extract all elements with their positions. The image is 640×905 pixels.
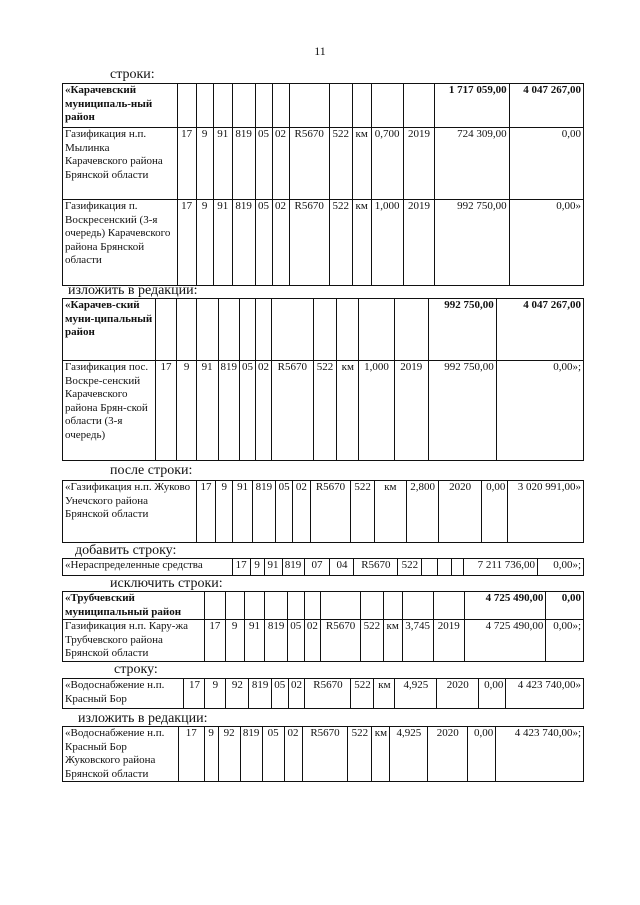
value-cell: 0,00 bbox=[482, 481, 508, 543]
cell: 07 bbox=[304, 559, 330, 576]
cell: 2019 bbox=[403, 200, 435, 286]
cell: 9 bbox=[177, 361, 197, 461]
cell bbox=[321, 592, 361, 620]
amendment-table bbox=[62, 480, 584, 543]
section-label: исключить строки: bbox=[110, 576, 223, 591]
cell bbox=[402, 592, 433, 620]
amendment-table bbox=[62, 83, 584, 286]
cell: 9 bbox=[196, 128, 213, 200]
table-row bbox=[63, 592, 584, 620]
cell: 9 bbox=[205, 679, 226, 709]
section-label: изложить в редакции: bbox=[78, 711, 208, 726]
row-name: «Карачев-ский муни-ципальный район bbox=[63, 299, 156, 361]
cell bbox=[225, 592, 244, 620]
cell bbox=[204, 592, 225, 620]
section-label: строки: bbox=[110, 67, 155, 82]
value-cell: 992 750,00 bbox=[435, 200, 509, 286]
cell bbox=[196, 84, 213, 128]
cell bbox=[218, 299, 240, 361]
cell bbox=[383, 592, 402, 620]
table-row bbox=[63, 299, 584, 361]
amendment-table bbox=[62, 558, 584, 576]
cell: км bbox=[374, 481, 406, 543]
row-name: Газификация н.п. Кару-жа Трубчевского района Брянской области bbox=[63, 620, 205, 662]
value-cell: 4 423 740,00»; bbox=[496, 727, 584, 782]
cell: 17 bbox=[155, 361, 177, 461]
cell bbox=[360, 592, 383, 620]
cell bbox=[337, 299, 359, 361]
cell: R5670 bbox=[272, 361, 314, 461]
cell bbox=[289, 84, 329, 128]
cell: 02 bbox=[256, 361, 272, 461]
cell: 9 bbox=[216, 481, 233, 543]
row-name: Газификация н.п. Мылинка Карачевского района Брянской области bbox=[63, 128, 178, 200]
cell: км bbox=[352, 200, 371, 286]
cell bbox=[403, 84, 435, 128]
cell: R5670 bbox=[302, 727, 348, 782]
value-cell: 4 725 490,00 bbox=[464, 592, 545, 620]
row-name: «Водоснабжение н.п. Красный Бор bbox=[63, 679, 184, 709]
cell: 522 bbox=[348, 727, 372, 782]
cell bbox=[240, 299, 256, 361]
section-label: изложить в редакции: bbox=[68, 283, 198, 298]
cell: 17 bbox=[177, 128, 196, 200]
cell: 17 bbox=[204, 620, 225, 662]
table-row bbox=[63, 679, 584, 709]
cell: 92 bbox=[226, 679, 249, 709]
cell: 2019 bbox=[403, 128, 435, 200]
table-row bbox=[63, 361, 584, 461]
amendment-table bbox=[62, 678, 584, 709]
cell: 91 bbox=[196, 361, 218, 461]
cell: 92 bbox=[218, 727, 240, 782]
cell bbox=[177, 299, 197, 361]
value-cell: 3 020 991,00» bbox=[508, 481, 584, 543]
cell: 819 bbox=[265, 620, 287, 662]
cell: 02 bbox=[288, 679, 305, 709]
cell: 9 bbox=[250, 559, 264, 576]
cell: 819 bbox=[218, 361, 240, 461]
cell bbox=[452, 559, 464, 576]
cell: 02 bbox=[304, 620, 321, 662]
cell: 819 bbox=[240, 727, 262, 782]
cell bbox=[352, 84, 371, 128]
value-cell: 0,00 bbox=[546, 592, 584, 620]
cell bbox=[272, 84, 289, 128]
table-row bbox=[63, 200, 584, 286]
cell: 05 bbox=[276, 481, 293, 543]
cell bbox=[371, 84, 403, 128]
value-cell: 7 211 736,00 bbox=[464, 559, 538, 576]
section-label: после строки: bbox=[110, 463, 193, 478]
amendment-table bbox=[62, 726, 584, 782]
cell: 02 bbox=[272, 200, 289, 286]
cell: 05 bbox=[271, 679, 288, 709]
value-cell: 0,00 bbox=[479, 679, 506, 709]
cell bbox=[244, 592, 265, 620]
value-cell: 0,00 bbox=[468, 727, 496, 782]
cell: 17 bbox=[196, 481, 215, 543]
row-name: «Трубчевский муниципальный район bbox=[63, 592, 205, 620]
cell: км bbox=[374, 679, 395, 709]
cell: 17 bbox=[178, 727, 204, 782]
cell: 819 bbox=[232, 200, 255, 286]
cell: 522 bbox=[351, 481, 374, 543]
cell: R5670 bbox=[289, 200, 329, 286]
cell: R5670 bbox=[305, 679, 351, 709]
cell: 17 bbox=[184, 679, 205, 709]
cell: км bbox=[352, 128, 371, 200]
value-cell: 4 047 267,00 bbox=[496, 299, 583, 361]
cell: 4,925 bbox=[395, 679, 437, 709]
cell: R5670 bbox=[321, 620, 361, 662]
cell: 522 bbox=[398, 559, 422, 576]
value-cell: 0,00» bbox=[509, 200, 583, 286]
cell bbox=[313, 299, 337, 361]
value-cell: 0,00 bbox=[509, 128, 583, 200]
amendment-table bbox=[62, 591, 584, 662]
cell: 4,925 bbox=[390, 727, 428, 782]
cell bbox=[433, 592, 464, 620]
cell: R5670 bbox=[310, 481, 351, 543]
table-row bbox=[63, 84, 584, 128]
cell: R5670 bbox=[289, 128, 329, 200]
value-cell: 0,00»; bbox=[546, 620, 584, 662]
table-row bbox=[63, 128, 584, 200]
cell: 02 bbox=[284, 727, 302, 782]
value-cell: 0,00»; bbox=[496, 361, 583, 461]
row-name: «Нераспределенные средства bbox=[63, 559, 233, 576]
cell: 91 bbox=[244, 620, 265, 662]
cell bbox=[422, 559, 438, 576]
row-name: Газификация п. Воскресенский (3-я очередь) Карачевского района Брянской области bbox=[63, 200, 178, 286]
cell: 1,000 bbox=[371, 200, 403, 286]
cell: 91 bbox=[213, 200, 232, 286]
table-row bbox=[63, 559, 584, 576]
cell: 05 bbox=[255, 200, 272, 286]
cell bbox=[256, 299, 272, 361]
cell: 819 bbox=[252, 481, 275, 543]
cell: 17 bbox=[232, 559, 250, 576]
cell bbox=[232, 84, 255, 128]
cell: 91 bbox=[264, 559, 282, 576]
cell: 2019 bbox=[433, 620, 464, 662]
cell: 05 bbox=[255, 128, 272, 200]
cell: 1,000 bbox=[359, 361, 395, 461]
section-label: строку: bbox=[114, 662, 158, 677]
cell bbox=[213, 84, 232, 128]
cell: км bbox=[383, 620, 402, 662]
cell: 819 bbox=[249, 679, 272, 709]
amendment-table bbox=[62, 298, 584, 461]
cell bbox=[304, 592, 321, 620]
value-cell: 1 717 059,00 bbox=[435, 84, 509, 128]
cell: 522 bbox=[329, 128, 352, 200]
cell: 2019 bbox=[394, 361, 428, 461]
cell: 522 bbox=[360, 620, 383, 662]
cell: 2020 bbox=[428, 727, 468, 782]
cell bbox=[265, 592, 287, 620]
cell bbox=[438, 559, 452, 576]
cell bbox=[255, 84, 272, 128]
cell: 05 bbox=[240, 361, 256, 461]
cell: 02 bbox=[272, 128, 289, 200]
cell bbox=[359, 299, 395, 361]
row-name: Газификация пос. Воскре-сенский Карачевского района Брян-ской области (3-я очередь) bbox=[63, 361, 156, 461]
value-cell: 4 047 267,00 bbox=[509, 84, 583, 128]
cell: 522 bbox=[313, 361, 337, 461]
cell: 3,745 bbox=[402, 620, 433, 662]
table-row bbox=[63, 727, 584, 782]
cell: 819 bbox=[232, 128, 255, 200]
cell: 2020 bbox=[439, 481, 482, 543]
cell: 2,800 bbox=[407, 481, 439, 543]
cell: 91 bbox=[213, 128, 232, 200]
cell: 05 bbox=[262, 727, 284, 782]
cell bbox=[287, 592, 304, 620]
cell bbox=[272, 299, 314, 361]
cell: 522 bbox=[351, 679, 374, 709]
value-cell: 0,00»; bbox=[537, 559, 583, 576]
cell: R5670 bbox=[354, 559, 398, 576]
cell: 05 bbox=[287, 620, 304, 662]
value-cell: 4 725 490,00 bbox=[464, 620, 545, 662]
cell bbox=[196, 299, 218, 361]
table-row bbox=[63, 620, 584, 662]
cell: 04 bbox=[330, 559, 354, 576]
cell: км bbox=[372, 727, 390, 782]
section-label: добавить строку: bbox=[75, 543, 177, 558]
value-cell: 992 750,00 bbox=[428, 299, 496, 361]
cell: 9 bbox=[204, 727, 218, 782]
cell bbox=[155, 299, 177, 361]
cell: 2020 bbox=[437, 679, 479, 709]
cell bbox=[329, 84, 352, 128]
table-row bbox=[63, 481, 584, 543]
cell: км bbox=[337, 361, 359, 461]
cell: 0,700 bbox=[371, 128, 403, 200]
row-name: «Карачевский муниципаль-ный район bbox=[63, 84, 178, 128]
page-number: 11 bbox=[314, 44, 326, 58]
row-name: «Водоснабжение н.п. Красный Бор Жуковского района Брянской области bbox=[63, 727, 179, 782]
cell: 17 bbox=[177, 200, 196, 286]
row-name: «Газификация н.п. Жуково Унечского района Брянской области bbox=[63, 481, 197, 543]
cell: 9 bbox=[225, 620, 244, 662]
cell bbox=[177, 84, 196, 128]
value-cell: 4 423 740,00» bbox=[506, 679, 584, 709]
value-cell: 992 750,00 bbox=[428, 361, 496, 461]
cell: 819 bbox=[282, 559, 304, 576]
cell: 91 bbox=[233, 481, 252, 543]
cell: 02 bbox=[293, 481, 310, 543]
cell: 522 bbox=[329, 200, 352, 286]
value-cell: 724 309,00 bbox=[435, 128, 509, 200]
cell: 9 bbox=[196, 200, 213, 286]
cell bbox=[394, 299, 428, 361]
